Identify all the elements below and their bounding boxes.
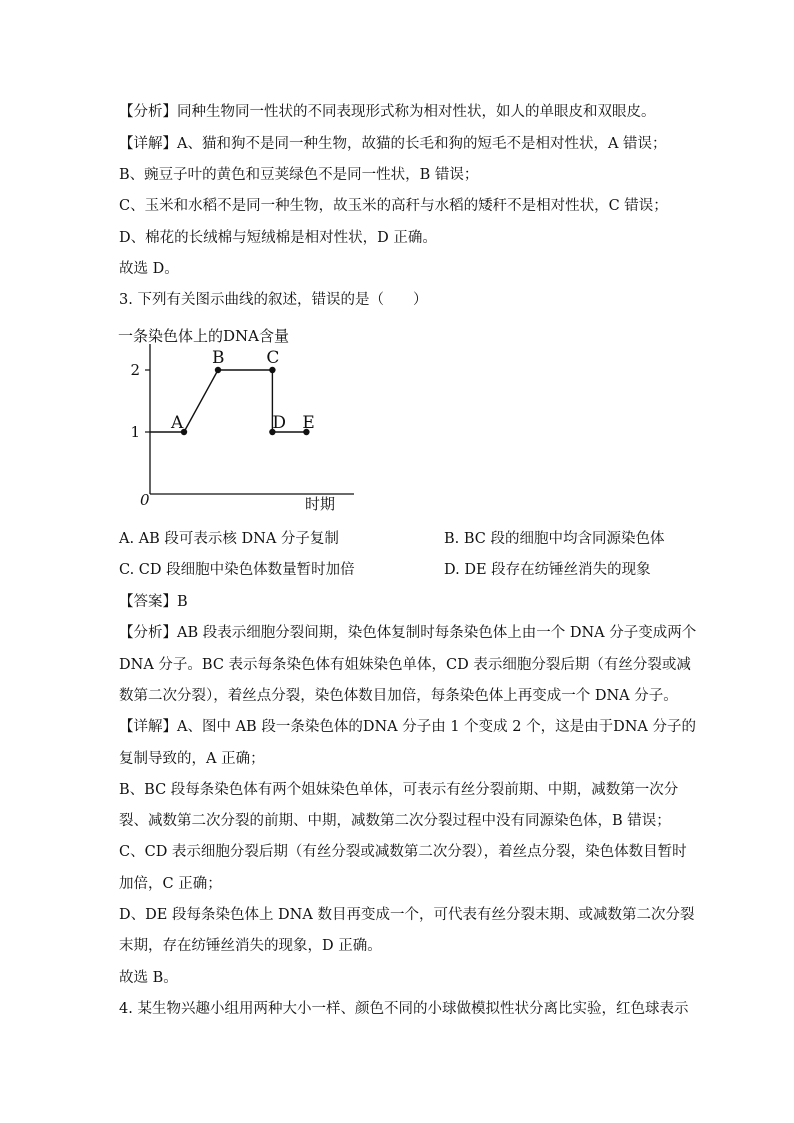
point-label-c: C xyxy=(266,348,280,368)
q3-detail-c-line-2: 加倍，C 正确； xyxy=(119,876,222,892)
q3-detail-d-line-2: 末期，存在纺锤丝消失的现象，D 正确。 xyxy=(119,938,382,954)
q3-option-c: C. CD 段细胞中染色体数量暂时加倍 xyxy=(119,562,355,578)
q3-detail-a-line-2: 复制导致的，A 正确； xyxy=(119,751,265,767)
q3-option-a: A. AB 段可表示核 DNA 分子复制 xyxy=(119,531,339,547)
q2-detail-b: B、豌豆子叶的黄色和豆荚绿色不是同一性状，B 错误； xyxy=(119,167,479,183)
q4-stem: 4. 某生物兴趣小组用两种大小一样、颜色不同的小球做模拟性状分离比实验，红色球表示 xyxy=(119,1001,689,1017)
q3-conclusion: 故选 B。 xyxy=(119,970,178,986)
q3-detail-c-line-1: C、CD 表示细胞分裂后期（有丝分裂或减数第二次分裂），着丝点分裂，染色体数目暂时 xyxy=(119,844,687,860)
q3-detail-b-line-1: B、BC 段每条染色体有两个姐妹染色单体，可表示有丝分裂前期、中期，减数第一次分 xyxy=(119,782,679,798)
chart-ylabel: 一条染色体上的DNA含量 xyxy=(118,327,289,345)
dna-content-chart xyxy=(118,322,358,518)
q2-detail-a: 【详解】A、猫和狗不是同一种生物，故猫的长毛和狗的短毛不是相对性状，A 错误； xyxy=(119,136,667,152)
curve-segment-ab xyxy=(184,370,218,432)
q2-analysis: 【分析】同种生物同一性状的不同表现形式称为相对性状，如人的单眼皮和双眼皮。 xyxy=(119,104,656,120)
q3-detail-a-line-1: 【详解】A、图中 AB 段一条染色体的DNA 分子由 1 个变成 2 个，这是由于DNA 分子的 xyxy=(119,719,696,735)
chart-y-ticks xyxy=(130,361,150,441)
q2-detail-d: D、棉花的长绒棉与短绒棉是相对性状，D 正确。 xyxy=(119,230,437,246)
point-label-a: A xyxy=(171,413,184,433)
q3-answer: 【答案】B xyxy=(119,594,188,610)
q3-option-d: D. DE 段存在纺锤丝消失的现象 xyxy=(444,562,651,578)
q2-conclusion: 故选 D。 xyxy=(119,261,179,277)
chart-xlabel: 时期 xyxy=(305,495,336,513)
q2-detail-c: C、玉米和水稻不是同一种生物，故玉米的高秆与水稻的矮秆不是相对性状，C 错误； xyxy=(119,198,668,214)
q3-stem: 3. 下列有关图示曲线的叙述，错误的是（ ） xyxy=(119,292,428,308)
point-label-e: E xyxy=(302,413,315,433)
chart-series xyxy=(150,348,315,435)
y-tick-label: 2 xyxy=(130,361,140,379)
y-tick-label: 1 xyxy=(130,423,140,441)
chart-origin-label: 0 xyxy=(140,491,150,509)
q3-analysis-line-2: DNA 分子。BC 表示每条染色体有姐妹染色单体，CD 表示细胞分裂后期（有丝分裂或减 xyxy=(119,657,691,673)
q3-detail-d-line-1: D、DE 段每条染色体上 DNA 数目再变成一个，可代表有丝分裂末期、或减数第二次分裂 xyxy=(119,907,695,923)
q3-option-b: B. BC 段的细胞中均含同源染色体 xyxy=(444,531,665,547)
point-label-d: D xyxy=(272,413,287,433)
q3-detail-b-line-2: 裂、减数第二次分裂的前期、中期，减数第二次分裂过程中没有同源染色体，B 错误； xyxy=(119,813,671,829)
q3-analysis-line-3: 数第二次分裂），着丝点分裂，染色体数目加倍，每条染色体上再变成一个 DNA 分子。 xyxy=(119,688,678,704)
point-label-b: B xyxy=(212,348,225,368)
q3-analysis-line-1: 【分析】AB 段表示细胞分裂间期，染色体复制时每条染色体上由一个 DNA 分子变成两个 xyxy=(119,625,697,641)
